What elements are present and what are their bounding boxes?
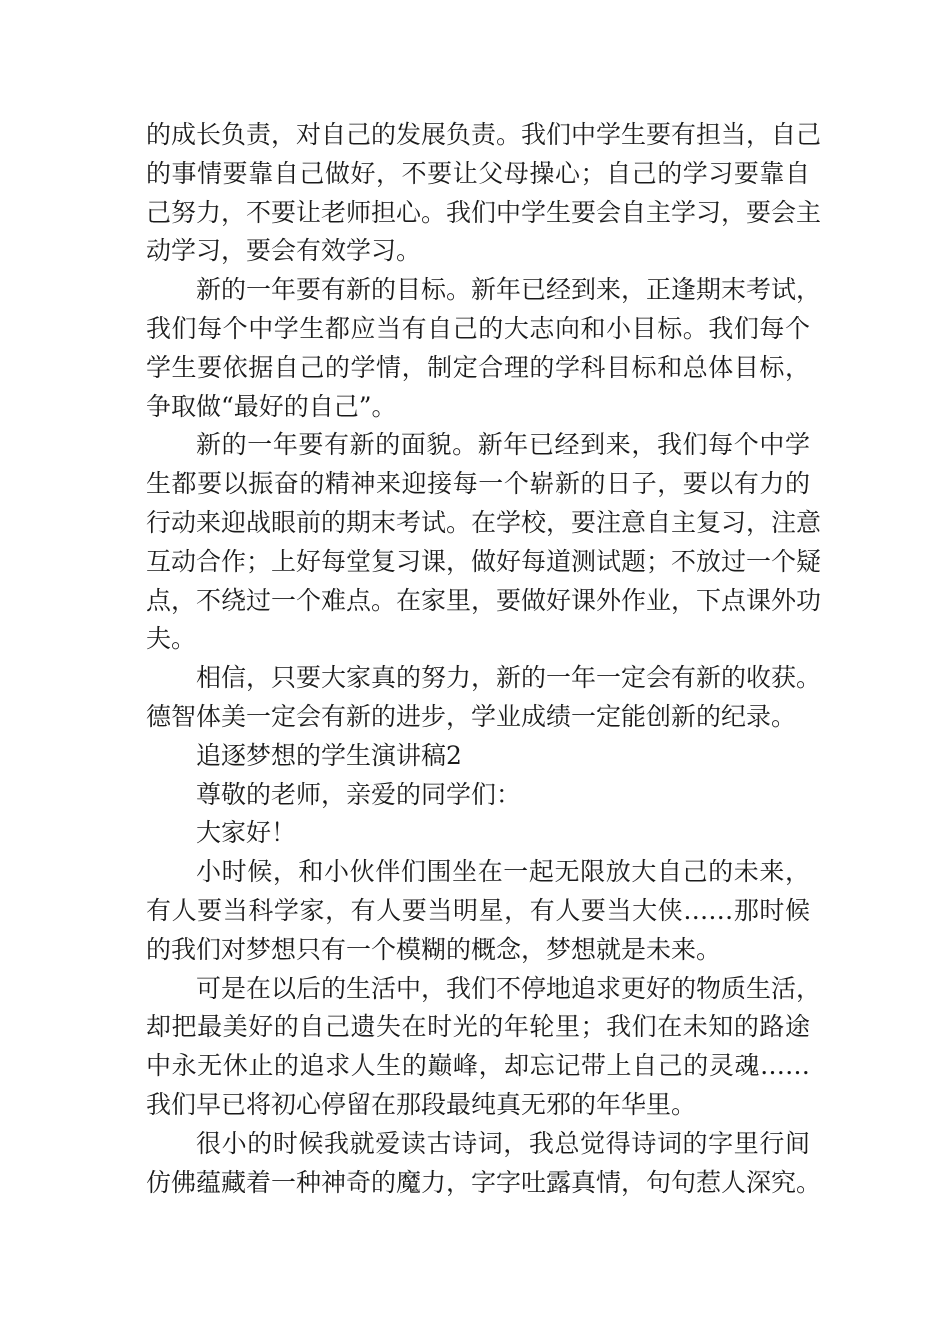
text-line: 却把最美好的自己遗失在时光的年轮里；我们在未知的路途 bbox=[146, 1012, 810, 1042]
text-line: 我们每个中学生都应当有自己的大志向和小目标。我们每个 bbox=[146, 313, 810, 343]
text-line: 学生要依据自己的学情，制定合理的学科目标和总体目标， bbox=[146, 352, 810, 382]
text-line: 很小的时候我就爱读古诗词，我总觉得诗词的字里行间 bbox=[196, 1128, 810, 1158]
speech-heading: 追逐梦想的学生演讲稿2 bbox=[196, 740, 462, 770]
text-line: 的我们对梦想只有一个模糊的概念，梦想就是未来。 bbox=[146, 934, 722, 964]
text-line: 行动来迎战眼前的期末考试。在学校，要注意自主复习，注意 bbox=[146, 507, 822, 537]
text-line: 夫。 bbox=[146, 624, 197, 654]
text-line: 小时候，和小伙伴们围坐在一起无限放大自己的未来， bbox=[196, 857, 810, 887]
text-line: 新的一年要有新的面貌。新年已经到来，我们每个中学 bbox=[196, 430, 810, 460]
text-line: 仿佛蕴藏着一种神奇的魔力，字字吐露真情，句句惹人深究。 bbox=[146, 1167, 822, 1197]
text-line: 互动合作；上好每堂复习课，做好每道测试题；不放过一个疑 bbox=[146, 546, 822, 576]
paragraph-new-appearance bbox=[146, 426, 822, 659]
paragraph-responsibility bbox=[146, 116, 822, 271]
paragraph-new-goal bbox=[146, 271, 822, 426]
text-line: 我们早已将初心停留在那段最纯真无邪的年华里。 bbox=[146, 1089, 697, 1119]
greeting: 大家好！ bbox=[196, 818, 297, 848]
text-line: 争取做“最好的自己”。 bbox=[146, 391, 397, 421]
text-line: 德智体美一定会有新的进步，学业成绩一定能创新的纪录。 bbox=[146, 701, 797, 731]
text-line: 相信，只要大家真的努力，新的一年一定会有新的收获。 bbox=[196, 663, 822, 693]
paragraph-believe bbox=[146, 659, 822, 737]
text-line: 有人要当科学家，有人要当明星，有人要当大侠……那时候 bbox=[146, 895, 810, 925]
paragraph-childhood bbox=[146, 853, 810, 969]
text-line: 己努力，不要让老师担心。我们中学生要会自主学习，要会主 bbox=[146, 197, 822, 227]
paragraph-poetry bbox=[146, 1125, 822, 1203]
text-line: 新的一年要有新的目标。新年已经到来，正逢期末考试， bbox=[196, 275, 822, 305]
text-line: 的成长负责，对自己的发展负责。我们中学生要有担当，自己 bbox=[146, 120, 822, 149]
salutation: 尊敬的老师，亲爱的同学们： bbox=[196, 779, 522, 809]
text-line: 的事情要靠自己做好，不要让父母操心；自己的学习要靠自 bbox=[146, 158, 810, 188]
text-line: 动学习，要会有效学习。 bbox=[146, 236, 422, 266]
text-line: 可是在以后的生活中，我们不停地追求更好的物质生活， bbox=[196, 973, 822, 1003]
paragraph-later-life bbox=[146, 970, 822, 1125]
text-line: 中永无休止的追求人生的巅峰，却忘记带上自己的灵魂…… bbox=[146, 1051, 810, 1081]
text-line: 点，不绕过一个难点。在家里，要做好课外作业，下点课外功 bbox=[146, 585, 822, 615]
document-page bbox=[146, 116, 822, 1202]
text-line: 生都要以振奋的精神来迎接每一个崭新的日子，要以有力的 bbox=[146, 469, 810, 499]
